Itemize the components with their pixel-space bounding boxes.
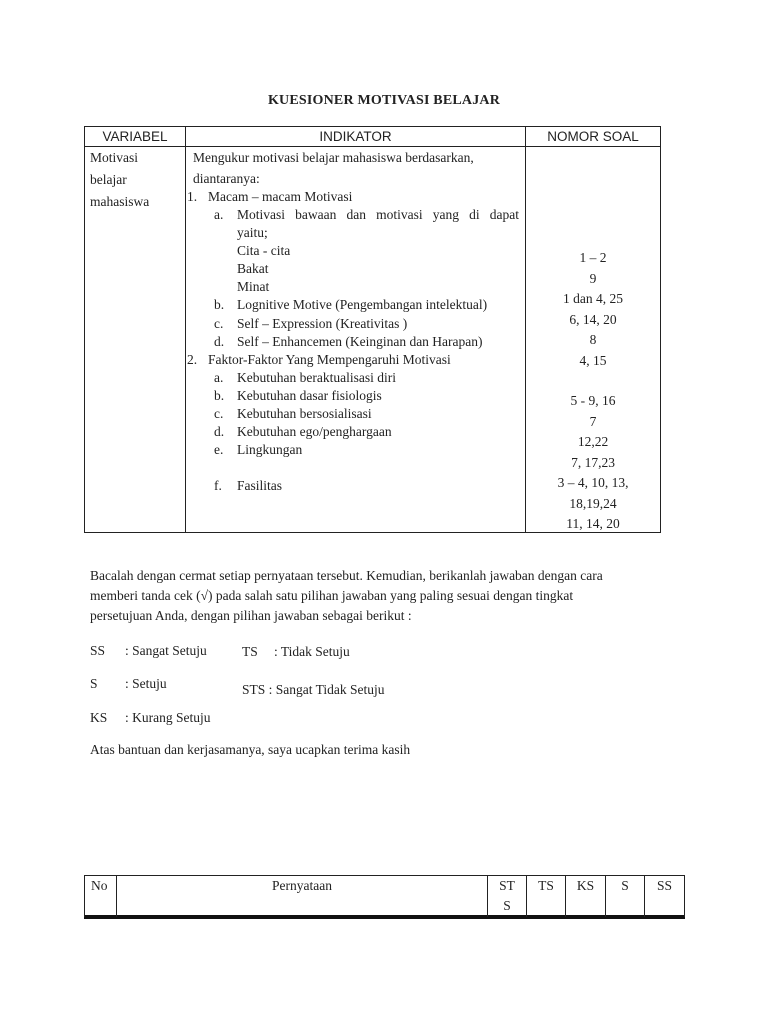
list-marker: a.: [214, 207, 224, 222]
indikator-item: Kebutuhan dasar fisiologis: [237, 388, 382, 403]
list-marker: a.: [214, 370, 224, 385]
variabel-line: mahasiswa: [90, 194, 150, 209]
table-border-top: [84, 126, 661, 127]
indikator-item: Bakat: [237, 261, 269, 276]
legend-label-ts: : Tidak Setuju: [274, 644, 350, 659]
indikator-item: Cita - cita: [237, 243, 291, 258]
nomor-soal-value: 6, 14, 20: [569, 311, 617, 327]
table2-header-no: No: [91, 878, 108, 893]
nomor-soal-value: 1 – 2: [579, 250, 607, 265]
table2-col-line: [84, 875, 85, 917]
nomor-soal-value: 3 – 4, 10, 13,: [557, 475, 629, 490]
instruction-line: Bacalah dengan cermat setiap pernyataan tersebut. Kemudian, berikanlah jawaban dengan cara: [90, 568, 603, 583]
legend-sts: STS : Sangat Tidak Setuju: [242, 682, 385, 697]
table-col-divider-1: [185, 126, 186, 533]
list-marker: d.: [214, 334, 225, 349]
table2-header-s: S: [621, 878, 629, 893]
nomor-soal-value: 8: [589, 332, 597, 347]
indikator-intro: [193, 147, 474, 189]
list-marker: b.: [214, 297, 225, 312]
header-indikator: INDIKATOR: [319, 129, 392, 144]
indikator-item: Lingkungan: [237, 442, 303, 457]
legend-code-ts: TS: [242, 644, 258, 659]
table2-header-ss: SS: [656, 878, 673, 893]
nomor-soal-value: 11, 14, 20: [566, 516, 620, 531]
nomor-soal-value: 5 - 9, 16: [570, 393, 616, 408]
list-marker: c.: [214, 316, 224, 331]
variabel-line: Motivasi: [90, 150, 139, 165]
variabel-line: belajar: [90, 172, 127, 187]
nomor-soal-value: 12,22: [577, 434, 609, 449]
list-marker: 1.: [187, 189, 198, 204]
legend-label-s: : Setuju: [125, 676, 167, 691]
intro-line: Mengukur motivasi belajar mahasiswa berdasarkan,: [193, 150, 474, 165]
indikator-item: Lognitive Motive (Pengembangan intelektual): [237, 297, 488, 312]
header-nomor-soal: NOMOR SOAL: [547, 129, 639, 144]
indikator-item: yaitu;: [237, 225, 268, 240]
header-variabel: VARIABEL: [102, 129, 168, 144]
indikator-item: Self – Expression (Kreativitas ): [237, 316, 408, 331]
legend-code-ks: KS: [90, 710, 108, 725]
nomor-soal-value: 1 dan 4, 25: [563, 291, 623, 306]
table2-border-bottom: [84, 915, 685, 919]
nomor-soal-value: 7, 17,23: [571, 454, 615, 470]
indikator-item: Macam – macam Motivasi: [208, 189, 353, 204]
table2-col-line: [684, 875, 685, 917]
indikator-item: Self – Enhancemen (Keinginan dan Harapan): [237, 334, 483, 349]
instruction-line: memberi tanda cek (√) pada salah satu pilihan jawaban yang paling sesuai dengan tingkat: [90, 588, 574, 603]
indikator-item: Kebutuhan beraktualisasi diri: [237, 370, 396, 385]
indikator-item: Fasilitas: [237, 478, 283, 493]
table2-header-sts-line: ST: [499, 878, 515, 893]
indikator-item: Kebutuhan bersosialisasi: [237, 406, 372, 421]
nomor-soal-value: 9: [589, 270, 597, 286]
indikator-item: Kebutuhan ego/penghargaan: [237, 424, 392, 439]
indikator-item: Minat: [237, 279, 270, 294]
table2-header-sts: [488, 877, 526, 915]
list-marker: e.: [214, 442, 224, 457]
legend-label-ss: : Sangat Setuju: [125, 643, 207, 658]
list-marker: f.: [214, 478, 222, 493]
page-title: KUESIONER MOTIVASI BELAJAR: [267, 93, 501, 108]
thanks-text: Atas bantuan dan kerjasamanya, saya ucapkan terima kasih: [90, 742, 411, 757]
nomor-soal-value: 18,19,24: [569, 495, 617, 511]
table2-header-sts-line: S: [503, 898, 511, 913]
list-marker: 2.: [187, 352, 198, 367]
indikator-item: Motivasi bawaan dan motivasi yang di dapat: [237, 207, 519, 222]
nomor-soal-value: 7: [589, 413, 597, 429]
table2-header-ks: KS: [576, 878, 595, 893]
variabel-cell: [90, 147, 149, 213]
table-border-right: [660, 126, 661, 533]
list-marker: d.: [214, 424, 225, 439]
instruction-line: persetujuan Anda, dengan pilihan jawaban sebagai berikut :: [90, 608, 412, 623]
table2-header-pernyataan: Pernyataan: [272, 878, 332, 893]
legend-label-ks: : Kurang Setuju: [125, 710, 211, 725]
table-border-left: [84, 126, 85, 533]
intro-line: diantaranya:: [193, 171, 260, 186]
list-marker: c.: [214, 406, 224, 421]
legend-code-ss: SS: [90, 643, 106, 658]
nomor-soal-value: 4, 15: [579, 352, 607, 368]
table2-border-top: [84, 875, 684, 876]
legend-code-s: S: [90, 676, 98, 691]
indikator-item: Faktor-Faktor Yang Mempengaruhi Motivasi: [208, 352, 451, 367]
list-marker: b.: [214, 388, 225, 403]
table2-header-ts: TS: [538, 878, 554, 893]
instructions-paragraph: [90, 566, 690, 626]
nomor-soal-cell: [526, 248, 660, 535]
